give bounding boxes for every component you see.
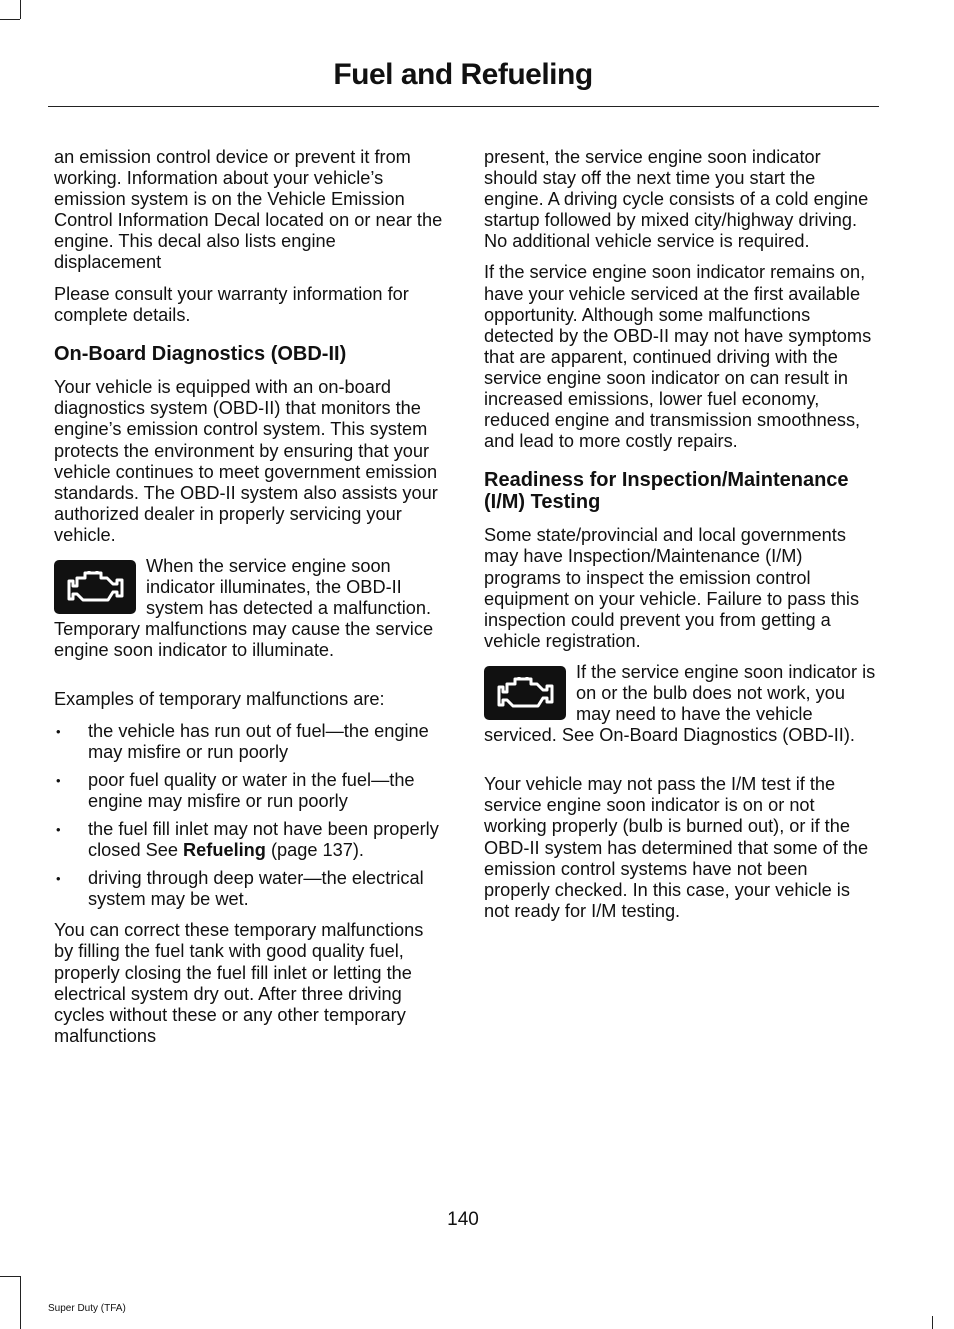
crop-mark-bottom-left-h	[0, 1276, 20, 1277]
crop-mark-top-left	[20, 0, 21, 19]
page-title: Fuel and Refueling	[333, 58, 593, 91]
right-column	[484, 147, 876, 932]
crop-mark-top-left-h	[0, 19, 20, 20]
paragraph: Your vehicle is equipped with an on-board diagnostics system (OBD-II) that monitors the engine’s emission control system. This system protects the environment by ensuring that your vehicle continues to meet government emission standards. The OBD-II system also assists your authorized dealer in properly servicing your vehicle.	[54, 377, 438, 545]
section-heading-obd: On-Board Diagnostics (OBD-II)	[54, 342, 347, 365]
crop-mark-bottom-left	[20, 1276, 21, 1329]
check-engine-icon	[54, 560, 136, 614]
list-item-text: the fuel fill inlet may not have been properly closed See	[88, 818, 439, 861]
im-indicator-text: If the service engine soon indicator is on or the bulb does not work, you may need to have the vehicle serviced. See On-Board Diagnostics (OBD-II).	[484, 661, 876, 746]
footer-text: Super Duty (TFA)	[48, 1303, 126, 1314]
malfunction-list	[54, 721, 446, 911]
list-item: • poor fuel quality or water in the fuel—the engine may misfire or run poorly	[54, 770, 446, 812]
paragraph: Please consult your warranty information for complete details.	[54, 283, 409, 325]
paragraph-with-icon	[54, 556, 446, 661]
paragraph: Some state/provincial and local governments may have Inspection/Maintenance (I/M) programs to inspect the emission control equipment on your vehicle. Failure to pass this inspection could prevent you from getting a vehicle registration.	[484, 525, 860, 651]
refueling-link[interactable]: Refueling	[183, 840, 266, 861]
paragraph: Your vehicle may not pass the I/M test if the service engine soon indicator is on or not working properly (bulb is burned out), or if the OBD-II system has determined that some of the emission control systems have not been properly checked. In this case, your vehicle is not ready for I/M testing.	[484, 774, 869, 921]
check-engine-icon	[484, 666, 566, 720]
list-item: • the vehicle has run out of fuel—the engine may misfire or run poorly	[54, 721, 446, 763]
left-column	[54, 147, 446, 1057]
crop-mark-bottom-right	[932, 1316, 933, 1329]
page-number: 140	[447, 1209, 479, 1230]
paragraph: Examples of temporary malfunctions are:	[54, 689, 385, 710]
paragraph-with-icon	[484, 662, 876, 746]
paragraph: You can correct these temporary malfunctions by filling the fuel tank with good quality fuel, properly closing the fuel fill inlet or letting the electrical system dry out. After three driving cycles without these or any other temporary malfunctions	[54, 920, 424, 1046]
list-item-text: (page 137).	[265, 840, 364, 861]
list-item: • driving through deep water—the electrical system may be wet.	[54, 868, 446, 910]
section-heading-im: Readiness for Inspection/Maintenance (I/M) Testing	[484, 469, 849, 513]
paragraph: If the service engine soon indicator remains on, have your vehicle serviced at the first available opportunity. Although some malfunctions detected by the OBD-II may not have symptoms that are apparent, continued driving with the service engine soon indicator on can result in increased emissions, lower fuel economy, reduced engine and transmission smoothness, and lead to more costly repairs.	[484, 262, 872, 452]
paragraph: an emission control device or prevent it from working. Information about your vehicle’s emission system is on the Vehicle Emission Control Information Decal located on or near the engine. This decal also lists engine displacement	[54, 147, 443, 273]
title-divider	[48, 106, 879, 107]
obd-indicator-text: When the service engine soon indicator illuminates, the OBD-II system has detected a malfunction. Temporary malfunctions may cause the service engine soon indicator to illuminate.	[54, 556, 434, 661]
list-item	[54, 819, 446, 861]
paragraph: present, the service engine soon indicator should stay off the next time you start the engine. A driving cycle consists of a cold engine startup followed by mixed city/highway driving. No additional vehicle service is required.	[484, 147, 869, 252]
